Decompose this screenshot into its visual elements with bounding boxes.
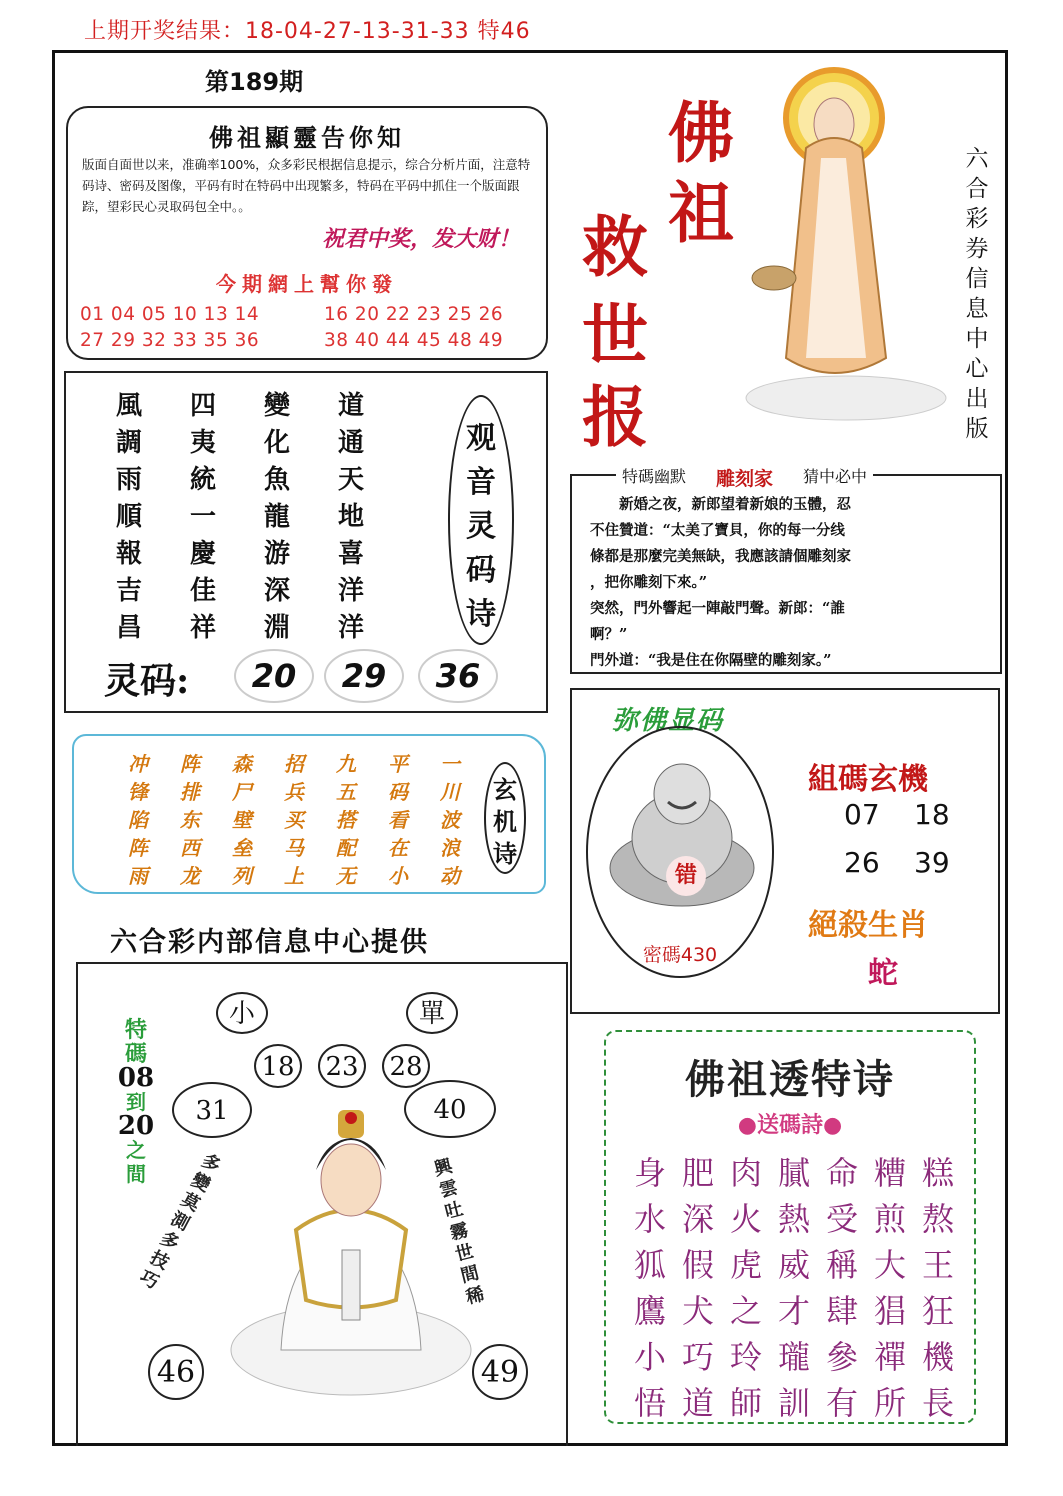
special-poem-row (634, 1286, 970, 1332)
special-code-range-part: 到 (126, 1090, 146, 1114)
poem-char: 佳 (190, 576, 217, 606)
special-poem-char: 巧 (682, 1338, 715, 1376)
poem-char: 化 (264, 428, 291, 458)
guanyin-poem-oval (448, 395, 514, 645)
special-poem-char: 水 (634, 1200, 667, 1238)
xuanji-char: 列 (232, 863, 252, 888)
xuanji-char: 西 (180, 835, 200, 860)
xuanji-char: 一 (440, 751, 460, 776)
special-poem-char: 鷹 (634, 1292, 667, 1330)
poem-char: 游 (264, 539, 291, 569)
poem-char: 喜 (338, 539, 365, 569)
xuanji-char: 锋 (128, 779, 148, 804)
special-poem-char: 煎 (874, 1200, 907, 1238)
wrong-badge: 错 (666, 856, 706, 896)
xuanji-oval (484, 762, 526, 874)
joke-header-left: 特碼幽默 (622, 467, 687, 486)
xuanji-char: 东 (180, 807, 200, 832)
buddha-code-box (570, 688, 1000, 1014)
special-poem-char: 犬 (682, 1292, 715, 1330)
poem-char: 道 (338, 391, 365, 421)
title-char: 报 (582, 378, 648, 456)
publisher-vertical: 六合彩券信息中心出版 (965, 146, 989, 442)
xuanji-char: 冲 (128, 751, 148, 776)
special-poem-char: 熬 (922, 1200, 955, 1238)
xuanji-char: 森 (232, 751, 252, 776)
joke-line: 啊？” (590, 626, 628, 643)
special-code-range-part: 碼 (124, 1041, 147, 1067)
poem-char: 雨 (116, 465, 143, 495)
xuanji-row (128, 776, 492, 804)
special-poem-char: 王 (922, 1246, 955, 1284)
xuanji-char: 买 (284, 807, 304, 832)
poem-char: 夷 (190, 428, 217, 458)
notice-body: 版面自面世以来，准确率100%，众多彩民根据信息提示，综合分析片面，注意特码诗、密码及图像，平码有时在特码中出现繁多，特码在平码中抓住一个版面跟踪，望彩民心灵取码包全中。。 (82, 157, 531, 214)
poem-char: 深 (264, 576, 291, 606)
poem-char: 祥 (190, 613, 217, 643)
lingma-label: 灵码: (104, 660, 190, 702)
special-poem-char: 有 (826, 1384, 859, 1422)
poem-char: 洋 (338, 576, 365, 606)
special-poem-char: 火 (730, 1200, 763, 1238)
net-numbers-title: 今期網上幫你發 (216, 272, 398, 296)
xuanji-char: 小 (388, 863, 408, 888)
poem-row (116, 496, 412, 533)
xuanji-row (128, 804, 492, 832)
combo-number: 39 (914, 846, 950, 879)
poem-row (116, 422, 412, 459)
verse-left (118, 1150, 238, 1330)
title-char: 佛 (668, 94, 734, 172)
special-poem-char: 熱 (778, 1200, 811, 1238)
special-poem-char: 小 (634, 1338, 667, 1376)
joke-line: 門外道：“我是住在你隔壁的雕刻家。” (590, 652, 832, 669)
poem-row (116, 385, 412, 422)
guanyin-poem-title-char: 诗 (466, 597, 496, 632)
verse-text: 興雲吐霧世間稀 (432, 1155, 487, 1309)
xuanji-char: 搭 (336, 807, 356, 832)
special-poem-char: 長 (922, 1384, 955, 1422)
special-poem-subtitle: ●送碼詩● (737, 1113, 843, 1138)
single-oval: 單 (406, 992, 458, 1034)
notice-box (66, 106, 548, 360)
poem-char: 風 (116, 391, 143, 421)
poem-char: 變 (264, 391, 291, 421)
special-poem-char: 糟 (874, 1154, 907, 1192)
special-poem-char: 肆 (826, 1292, 859, 1330)
number-oval: 31 (172, 1082, 252, 1138)
special-poem-char: 悟 (634, 1384, 667, 1422)
xuanji-char: 雨 (128, 863, 148, 888)
xuanji-char: 阵 (128, 835, 148, 860)
xuanji-char: 垒 (232, 835, 252, 860)
number-circle: 49 (472, 1344, 528, 1400)
xuanji-poem-scroll (72, 734, 546, 894)
special-poem-char: 稱 (826, 1246, 859, 1284)
special-poem-row (634, 1378, 970, 1424)
notice-title: 佛祖顯靈告你知 (209, 123, 405, 152)
joke-header-title: 雕刻家 (716, 468, 774, 490)
numbers-row-1b: 16 20 22 23 25 26 (324, 304, 504, 325)
poem-char: 慶 (190, 539, 217, 569)
poem-char: 通 (338, 428, 365, 458)
guanyin-poem-title-char: 灵 (466, 509, 496, 544)
guanyin-poem-title-char: 音 (466, 465, 496, 500)
poem-char: 洋 (338, 613, 365, 643)
blessing: 祝君中奖，发大财！ (321, 227, 520, 252)
xuanji-char: 动 (440, 863, 460, 888)
special-poem-char: 才 (778, 1292, 811, 1330)
guanyin-poem-title-char: 码 (466, 553, 496, 588)
special-poem-title: 佛祖透特诗 (685, 1056, 895, 1103)
xuanji-char: 阵 (180, 751, 200, 776)
special-poem-char: 參 (826, 1338, 859, 1376)
poem-char: 魚 (264, 465, 291, 495)
lingma-number: 29 (324, 649, 404, 703)
xuanji-char: 九 (336, 751, 356, 776)
joke-header (616, 464, 873, 491)
xuanji-char: 马 (284, 835, 304, 860)
guanyin-figure-image (226, 1100, 476, 1400)
lingma-number: 20 (234, 649, 314, 703)
guanyin-standing-image (736, 58, 954, 428)
poem-row (116, 533, 412, 570)
xuanji-char: 无 (336, 863, 356, 888)
special-poem-char: 深 (682, 1200, 715, 1238)
special-poem-char: 禪 (874, 1338, 907, 1376)
special-poem-char: 大 (874, 1246, 907, 1284)
special-poem-char: 糕 (922, 1154, 955, 1192)
joke-line: 不住贊道：“太美了寶貝，你的每一分线 (590, 522, 845, 539)
special-code-range-part: 間 (126, 1162, 146, 1186)
lingma-number: 36 (418, 649, 498, 703)
zodiac-value: 蛇 (868, 956, 898, 991)
poem-char: 順 (116, 502, 143, 532)
special-code-range-part: 特 (124, 1017, 147, 1043)
xuanji-char: 招 (284, 751, 304, 776)
joke-line: 突然，門外響起一陣敲門聲。新郎：“誰 (590, 600, 845, 617)
special-poem-row (634, 1194, 970, 1240)
xuanji-char: 龙 (180, 863, 200, 888)
title-char: 祖 (668, 174, 734, 252)
joke-body (590, 492, 990, 674)
joke-line: ，把你雕刻下來。” (590, 574, 708, 591)
poem-row (116, 607, 412, 644)
special-poem-grid (634, 1148, 970, 1424)
poem-char: 地 (338, 502, 365, 532)
xuanji-row (128, 860, 492, 888)
xuanji-grid (128, 748, 492, 888)
poem-grid (116, 385, 412, 644)
last-draw-result: 上期开奖结果：18-04-27-13-31-33 特46 (84, 19, 531, 44)
poem-char: 四 (190, 391, 217, 421)
number-circle: 23 (318, 1044, 366, 1088)
special-poem-char: 虎 (730, 1246, 763, 1284)
xuanji-char: 浪 (440, 835, 460, 860)
xuanji-char: 川 (440, 779, 460, 804)
joke-header-right: 猜中必中 (803, 467, 868, 486)
special-poem-char: 肉 (730, 1154, 763, 1192)
special-poem-char: 道 (682, 1384, 715, 1422)
xuanji-char: 五 (336, 779, 356, 804)
number-circle: 46 (148, 1344, 204, 1400)
special-poem-char: 威 (778, 1246, 811, 1284)
poem-char: 吉 (116, 576, 143, 606)
combo-code-title: 組碼玄機 (808, 762, 928, 797)
xuanji-char: 波 (440, 807, 460, 832)
kill-zodiac-title: 絕殺生肖 (808, 908, 928, 943)
poem-char: 報 (116, 539, 143, 569)
poem-row (116, 570, 412, 607)
guanyin-poem-title-char: 观 (466, 421, 496, 456)
xuanji-char: 上 (284, 863, 304, 888)
title-char: 救 (582, 208, 648, 286)
xuanji-char: 看 (388, 807, 408, 832)
secret-code: 密碼430 (642, 944, 718, 966)
small-oval: 小 (216, 992, 268, 1034)
special-poem-char: 猖 (874, 1292, 907, 1330)
issue-number: 第189期 (205, 68, 304, 96)
xuanji-char: 码 (388, 779, 408, 804)
xuanji-row (128, 832, 492, 860)
special-poem-char: 膩 (778, 1154, 811, 1192)
special-poem-char: 玲 (730, 1338, 763, 1376)
numbers-row-2a: 27 29 32 33 35 36 (80, 330, 260, 351)
joke-box (570, 467, 1002, 674)
combo-number: 18 (914, 798, 950, 831)
special-poem-char: 身 (634, 1154, 667, 1192)
special-code-range-part: 之 (126, 1138, 146, 1162)
xuanji-title-char: 诗 (493, 840, 517, 868)
verse-text: 多變莫測多技巧 (136, 1150, 224, 1294)
poem-char: 昌 (116, 613, 143, 643)
numbers-row-2b: 38 40 44 45 48 49 (324, 330, 504, 351)
special-poem-char: 之 (730, 1292, 763, 1330)
title-char: 世 (582, 296, 648, 374)
special-poem-char: 受 (826, 1200, 859, 1238)
special-poem-char: 機 (922, 1338, 955, 1376)
special-poem-char: 假 (682, 1246, 715, 1284)
special-code-range-part: 08 (117, 1063, 155, 1093)
combo-number: 26 (844, 846, 880, 879)
special-poem-char: 師 (730, 1384, 763, 1422)
special-poem-char: 狂 (922, 1292, 955, 1330)
xuanji-char: 配 (336, 835, 356, 860)
poem-char: 天 (338, 465, 365, 495)
special-poem-char: 瓏 (778, 1338, 811, 1376)
poem-char: 淵 (264, 613, 291, 643)
xuanji-char: 在 (388, 835, 408, 860)
poem-char: 統 (190, 465, 217, 495)
combo-number: 07 (844, 798, 880, 831)
numbers-row-1a: 01 04 05 10 13 14 (80, 304, 260, 325)
xuanji-char: 兵 (284, 779, 304, 804)
special-poem-box (604, 1030, 976, 1424)
special-poem-char: 訓 (778, 1384, 811, 1422)
xuanji-row (128, 748, 492, 776)
xuanji-char: 壁 (232, 807, 252, 832)
xuanji-title-char: 机 (493, 808, 517, 836)
guanyin-poem-box (64, 371, 548, 713)
special-poem-char: 所 (874, 1384, 907, 1422)
xuanji-char: 平 (388, 751, 408, 776)
buddha-arc-title: 弥佛显码 (612, 706, 725, 736)
provider-line: 六合彩内部信息中心提供 (110, 927, 429, 958)
xuanji-char: 陷 (128, 807, 148, 832)
special-poem-row (634, 1148, 970, 1194)
joke-line: 新婚之夜，新郎望着新娘的玉體，忍 (590, 496, 851, 513)
buddha-oval (586, 726, 774, 978)
special-poem-char: 肥 (682, 1154, 715, 1192)
special-poem-char: 狐 (634, 1246, 667, 1284)
special-code-range-part: 20 (117, 1111, 155, 1141)
poem-char: 一 (190, 502, 217, 532)
poem-row (116, 459, 412, 496)
special-poem-char: 命 (826, 1154, 859, 1192)
number-oval: 40 (404, 1080, 496, 1138)
xuanji-title-char: 玄 (493, 776, 517, 804)
xuanji-char: 尸 (232, 779, 252, 804)
poem-char: 龍 (264, 502, 291, 532)
number-circle: 18 (254, 1044, 302, 1088)
number-circle: 28 (382, 1044, 430, 1088)
joke-line: 條都是那麼完美無缺，我應該請個雕刻家 (590, 548, 851, 565)
special-poem-row (634, 1240, 970, 1286)
poem-char: 調 (116, 428, 143, 458)
special-poem-row (634, 1332, 970, 1378)
xuanji-char: 排 (180, 779, 200, 804)
